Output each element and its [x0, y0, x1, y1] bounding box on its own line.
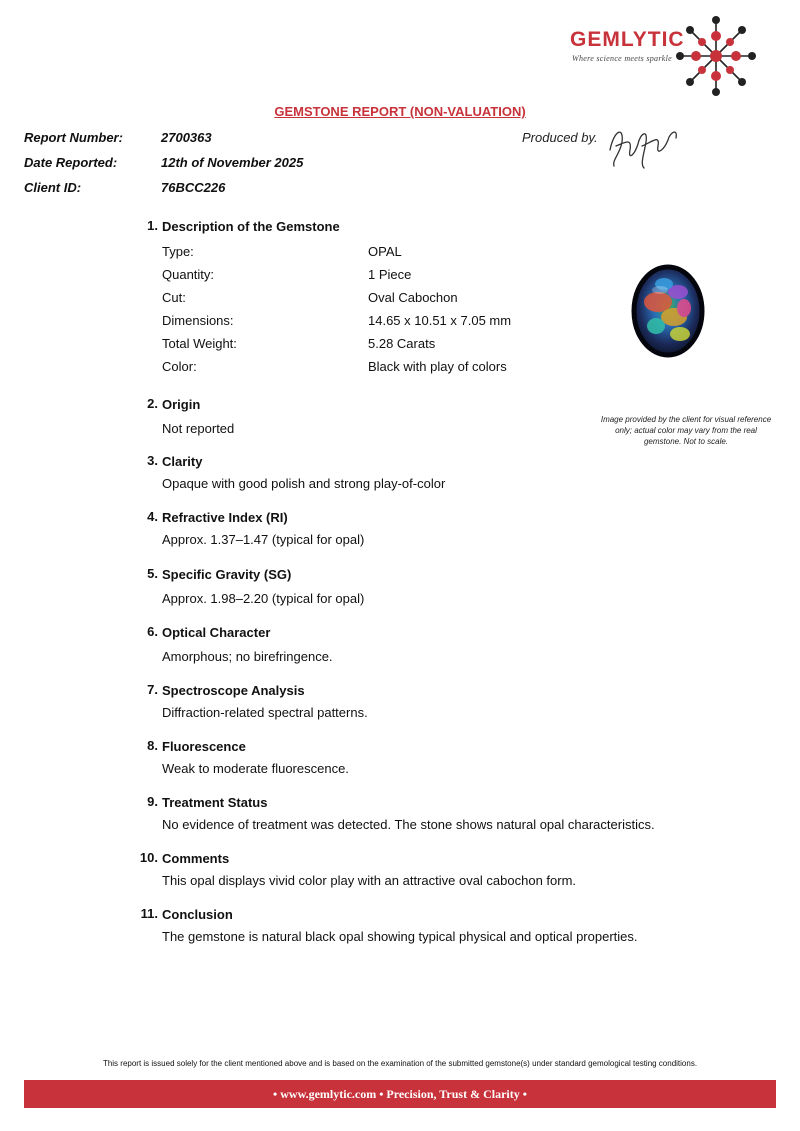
section-body: Opaque with good polish and strong play-of-color [162, 476, 446, 491]
desc-label: Type: [162, 244, 194, 259]
section-body: Amorphous; no birefringence. [162, 649, 333, 664]
section-title: Origin [162, 397, 201, 412]
footer-bar [24, 1080, 776, 1108]
desc-label: Color: [162, 359, 197, 374]
produced-by-label: Produced by. [522, 130, 598, 145]
section-number: 10. [139, 850, 158, 865]
section-body: Approx. 1.98–2.20 (typical for opal) [162, 591, 365, 606]
brand-logo [568, 14, 778, 100]
section-number: 7. [147, 682, 158, 697]
desc-value: OPAL [368, 244, 402, 259]
section-number: 4. [147, 509, 158, 524]
section-body: The gemstone is natural black opal showing typical physical and optical properties. [162, 929, 638, 944]
desc-label: Cut: [162, 290, 186, 305]
section-number: 1. [147, 218, 158, 233]
section-title: Treatment Status [162, 795, 268, 810]
footer-disclaimer: This report is issued solely for the client mentioned above and is based on the examination of the submitted gemstone(s) under standard gemological testing conditions. [102, 1059, 698, 1068]
section-number: 9. [147, 794, 158, 809]
section-title: Comments [162, 851, 230, 866]
desc-value: 14.65 x 10.51 x 7.05 mm [368, 313, 512, 328]
section-number: 11. [140, 906, 158, 921]
section-body: Weak to moderate fluorescence. [162, 761, 349, 776]
desc-value: Oval Cabochon [368, 290, 458, 305]
desc-value: 1 Piece [368, 267, 412, 282]
report-number-label: Report Number: [24, 130, 123, 145]
desc-label: Dimensions: [162, 313, 234, 328]
section-title: Clarity [162, 454, 203, 469]
section-conclusion [130, 906, 750, 962]
section-number: 5. [147, 566, 158, 581]
section-spectroscope-analysis [130, 682, 750, 738]
opal-gemstone-image [628, 262, 708, 360]
section-title: Conclusion [162, 907, 233, 922]
section-body: No evidence of treatment was detected. The stone shows natural opal characteristics. [162, 817, 655, 832]
footer-bar-text: • www.gemlytic.com • Precision, Trust & Clarity • [273, 1086, 527, 1101]
section-body: Approx. 1.37–1.47 (typical for opal) [162, 532, 365, 547]
section-number: 3. [147, 453, 158, 468]
brand-tagline: Where science meets sparkle [572, 54, 672, 63]
section-treatment-status [130, 794, 750, 850]
desc-label: Quantity: [162, 267, 215, 282]
desc-value: 5.28 Carats [368, 336, 436, 351]
section-clarity [130, 453, 750, 509]
date-reported-value: 12th of November 2025 [161, 155, 304, 170]
report-title: GEMSTONE REPORT (NON-VALUATION) [274, 104, 526, 119]
section-body: Diffraction-related spectral patterns. [162, 705, 368, 720]
section-body: Not reported [162, 421, 235, 436]
date-reported-label: Date Reported: [24, 155, 118, 170]
section-body: This opal displays vivid color play with an attractive oval cabochon form. [162, 873, 577, 888]
section-title: Fluorescence [162, 739, 246, 754]
desc-row-type [162, 240, 750, 263]
section-title: Optical Character [162, 625, 271, 640]
section-fluorescence [130, 738, 750, 794]
desc-label: Total Weight: [162, 336, 237, 351]
molecule-logo-icon [674, 14, 758, 98]
section-number: 8. [147, 738, 158, 753]
section-specific-gravity [130, 566, 750, 624]
section-number: 2. [147, 396, 158, 411]
image-caption: Image provided by the client for visual reference only; actual color may vary from the real gemstone. Not to scale. [600, 415, 772, 446]
section-title: Refractive Index (RI) [162, 510, 288, 525]
desc-value: Black with play of colors [368, 359, 507, 374]
section-optical-character [130, 624, 750, 682]
section-title: Specific Gravity (SG) [162, 567, 292, 582]
report-number-value: 2700363 [161, 130, 212, 145]
section-refractive-index [130, 509, 750, 566]
signature-image [604, 120, 684, 172]
section-number: 6. [147, 624, 158, 639]
client-id-value: 76BCC226 [161, 180, 226, 195]
client-id-label: Client ID: [24, 180, 82, 195]
section-comments [130, 850, 750, 906]
brand-name: GEMLYTIC [570, 28, 685, 51]
section-title: Description of the Gemstone [162, 219, 340, 234]
section-title: Spectroscope Analysis [162, 683, 305, 698]
